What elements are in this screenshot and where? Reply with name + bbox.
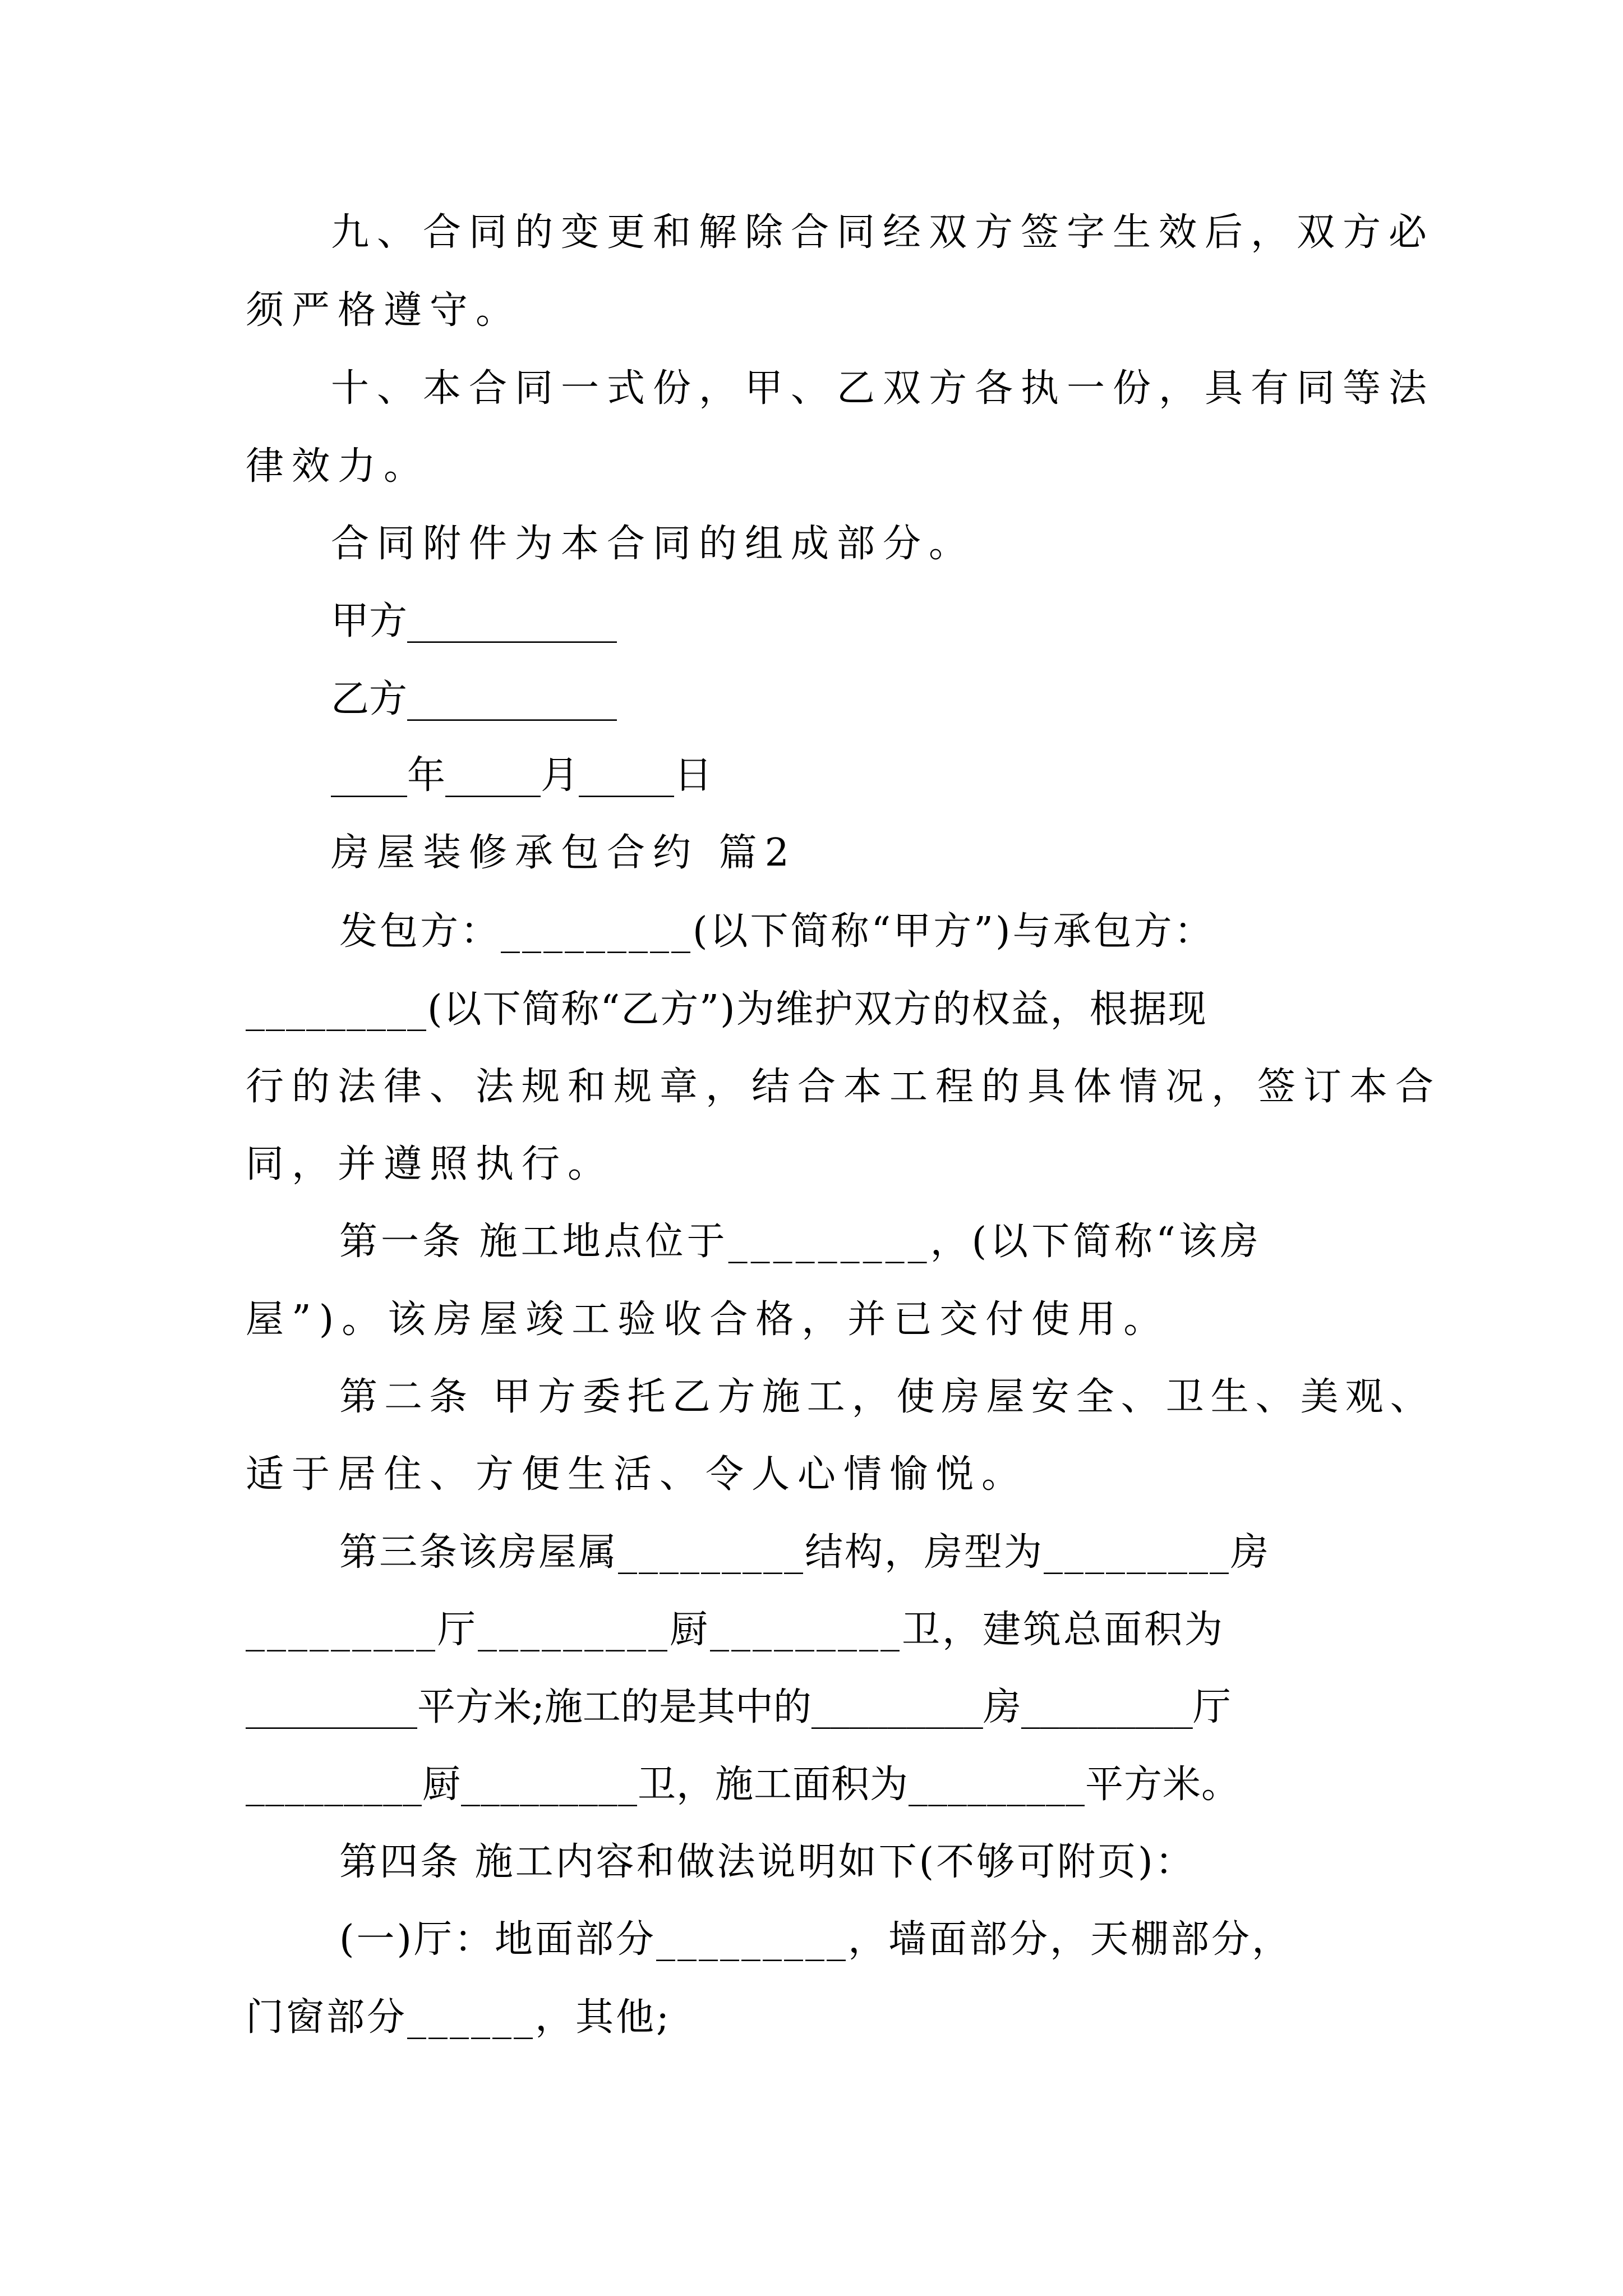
paragraph-line: _________厨_________卫，施工面积为_________平方米。 [246, 1763, 1241, 1807]
paragraph-line: 须严格遵守。 [246, 288, 522, 333]
paragraph-line: 第二条 甲方委托乙方施工，使房屋安全、卫生、美观、 [339, 1375, 1435, 1419]
paragraph-line: 第三条该房屋属_________结构，房型为_________房 [339, 1530, 1271, 1575]
paragraph-line: 屋”)。该房屋竣工验收合格，并已交付使用。 [246, 1297, 1170, 1342]
paragraph-line: 合同附件为本合同的组成部分。 [331, 522, 975, 566]
paragraph-line: 门窗部分______，其他; [246, 1995, 671, 2040]
signature-line-party-b: 乙方___________ [331, 677, 617, 721]
paragraph-line: _________厅_________厨_________卫，建筑总面积为 [246, 1608, 1225, 1652]
paragraph-line: 律效力。 [246, 444, 430, 489]
paragraph-line: 九、合同的变更和解除合同经双方签字生效后，双方必 [331, 210, 1435, 255]
paragraph-line: 同，并遵照执行。 [246, 1142, 614, 1186]
paragraph-line: 十、本合同一式份，甲、乙双方各执一份，具有同等法 [331, 366, 1435, 411]
signature-line-party-a: 甲方___________ [331, 599, 617, 643]
paragraph-line: _________平方米;施工的是其中的_________房_________厅 [246, 1685, 1231, 1729]
paragraph-line: 适于居住、方便生活、令人心情愉悦。 [246, 1452, 1028, 1497]
paragraph-line: _________(以下简称“乙方”)为维护双方的权益，根据现 [246, 987, 1207, 1032]
paragraph-line: 第一条 施工地点位于_________，(以下简称“该房 [339, 1220, 1262, 1264]
paragraph-line: 行的法律、法规和规章，结合本工程的具体情况，签订本合 [246, 1065, 1442, 1109]
date-line: ____年_____月_____日 [331, 753, 713, 798]
paragraph-line: 第四条 施工内容和做法说明如下(不够可附页)： [339, 1840, 1196, 1884]
section-title: 房屋装修承包合约 篇2 [331, 831, 797, 875]
paragraph-line: (一)厅：地面部分_________，墙面部分，天棚部分， [339, 1917, 1293, 1962]
paragraph-line: 发包方：_________(以下简称“甲方”)与承包方： [339, 909, 1215, 954]
